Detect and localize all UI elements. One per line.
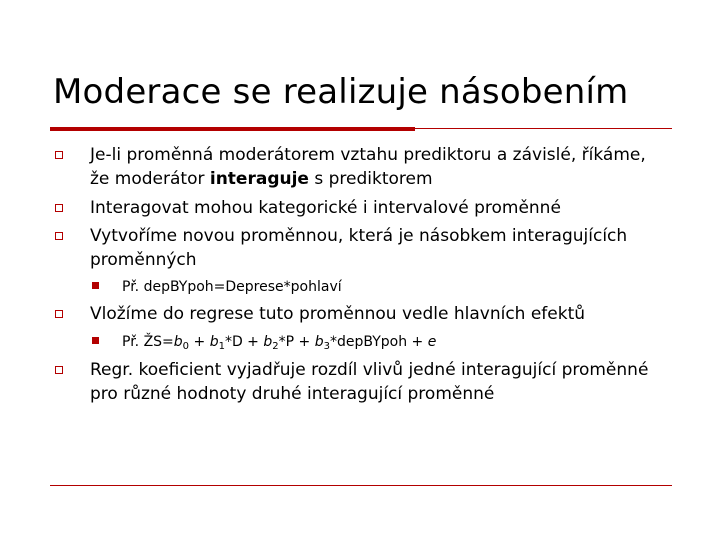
bullet-text-continued: proměnných <box>90 250 197 270</box>
slide-title: Moderace se realizuje násobením <box>53 72 629 112</box>
hollow-square-bullet-icon <box>55 310 63 318</box>
hollow-square-bullet-icon <box>55 204 63 212</box>
filled-square-bullet-icon <box>92 337 99 344</box>
bullet-text: Vložíme do regrese tuto proměnnou vedle hlavních efektů <box>90 304 586 324</box>
bullet-text: Interagovat mohou kategorické i intervalové proměnné <box>90 198 561 218</box>
bullet-text: Je-li proměnná moderátorem vztahu prediktoru a závislé, říkáme, <box>90 145 646 165</box>
hollow-square-bullet-icon <box>55 151 63 159</box>
hollow-square-bullet-icon <box>55 366 63 374</box>
bullet-text: Regr. koeficient vyjadřuje rozdíl vlivů jedné interagující proměnné <box>90 360 649 380</box>
footer-divider <box>50 485 672 486</box>
bullet-text: Vytvoříme novou proměnnou, která je násobkem interagujících <box>90 226 628 246</box>
hollow-square-bullet-icon <box>55 232 63 240</box>
bullet-text-continued: pro různé hodnoty druhé interagující proměnné <box>90 384 495 404</box>
filled-square-bullet-icon <box>92 282 99 289</box>
bullet-text-continued: že moderátor interaguje s prediktorem <box>90 169 433 189</box>
sub-bullet-text: Př. depBYpoh=Deprese*pohlaví <box>122 279 342 295</box>
regression-formula: Př. $ŽS=b_0 + b_1*D + b_2*P$ + $b_3*depBYpoh + e$ <box>122 334 437 352</box>
bold-term: interaguje <box>209 169 309 189</box>
